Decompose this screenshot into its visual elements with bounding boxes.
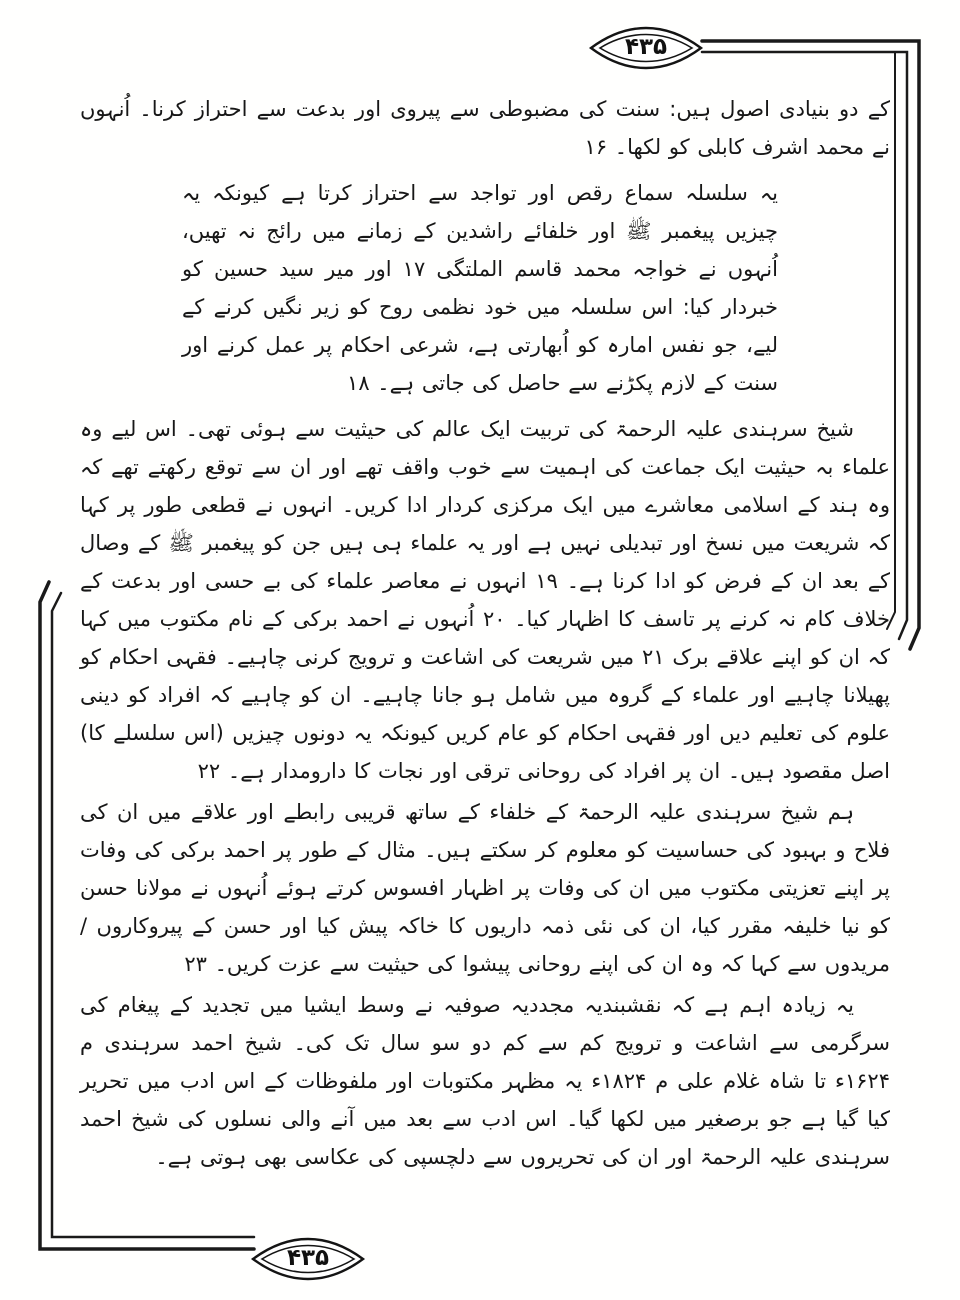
paragraph-intro: کے دو بنیادی اصول ہیں: سنت کی مضبوطی سے پیروی اور بدعت سے احتراز کرنا۔ اُنہوں نے محمد اشرف کابلی کو لکھا۔ ۱۶ [80, 97, 890, 159]
paragraph-naqshbandi-legacy: یہ زیادہ اہم ہے کہ نقشبندیہ مجددیہ صوفیہ نے وسط ایشیا میں تجدید کے پیغام کی سرگرمی سے اشاعت و ترویج کم سے کم دو سو سال تک کی۔ شیخ احمد سرہندی م ۱۶۲۴ء تا شاہ غلام علی م ۱۸۲۴ء یہ مظہر مکتوبات اور ملفوظات کے اس ادب میں تحریر کیا گیا ہے جو برصغیر میں لکھا گیا۔ اس ادب سے بعد میں آنے والی نسلوں کی شیخ احمد سرہندی علیہ الرحمۃ اور ان کی تحریروں سے دلچسپی کی عکاسی بھی ہوتی ہے۔ [80, 993, 890, 1169]
block-quotation: یہ سلسلہ سماع رقص اور تواجد سے احتراز کرتا ہے کیونکہ یہ چیزیں پیغمبر ﷺ اور خلفائے راشدین کے زمانے میں رائج نہ تھیں، اُنہوں نے خواجہ محمد قاسم الملتگی ۱۷ اور میر سید حسین کو خبردار کیا: اس سلسلہ میں خود نظمی روح کو زیر نگیں کرنے کے لیے، جو نفس امارہ کو اُبھارتی ہے، شرعی احکام پر عمل کرنے اور سنت کے لازم پکڑنے سے حاصل کی جاتی ہے۔ ۱۸ [182, 181, 778, 395]
page-number-top: ۴۳۵ [624, 34, 668, 60]
paragraph-sheikh-training: شیخ سرہندی علیہ الرحمۃ کی تربیت ایک عالم کی حیثیت سے ہوئی تھی۔ اس لیے وہ علماء بہ حیثیت ایک جماعت کی اہمیت سے خوب واقف تھے اور ان سے توقع رکھتے تھے کہ وہ ہند کے اسلامی معاشرے میں ایک مرکزی کردار ادا کریں۔ انہوں نے قطعی طور پر کہا کہ شریعت میں نسخ اور تبدیلی نہیں ہے اور یہ علماء ہی ہیں جن کو پیغمبر ﷺ کے وصال کے بعد ان کے فرض کو ادا کرنا ہے۔ ۱۹ انہوں نے معاصر علماء کی بے حسی اور بدعت کے خلاف کام نہ کرنے پر تاسف کا اظہار کیا۔ ۲۰ اُنہوں نے احمد برکی کے نام مکتوب میں کہا کہ ان کو اپنے علاقے برک ۲۱ میں شریعت کی اشاعت و ترویج کرنی چاہیے۔ فقہی احکام کو پھیلانا چاہیے اور علماء کے گروہ میں شامل ہو جانا چاہیے۔ ان کو چاہیے کہ افراد کو دینی علوم کی تعلیم دیں اور فقہی احکام کو عام کریں کیونکہ یہ دونوں چیزیں (اس سلسلے کا) اصل مقصود ہیں۔ ان پر افراد کی روحانی ترقی اور نجات کا دارومدار ہے۔ ۲۲ [80, 417, 891, 783]
page-number-cartouche-top [588, 25, 704, 71]
page-number-bottom: ۴۳۵ [286, 1245, 330, 1271]
page-number-cartouche-bottom [250, 1236, 366, 1282]
page-content [80, 90, 890, 1179]
paragraph-khulafa-relations: ہم شیخ سرہندی علیہ الرحمۃ کے خلفاء کے ساتھ قریبی رابطے اور علاقے میں ان کی فلاح و بہبود کی حساسیت کو معلوم کر سکتے ہیں۔ مثال کے طور پر احمد برکی کی وفات پر اپنے تعزیتی مکتوب میں ان کی وفات پر اظہار افسوس کرتے ہوئے اُنہوں نے مولانا حسن کو نیا خلیفہ مقرر کیا، ان کی نئی ذمہ داریوں کا خاکہ پیش کیا اور حسن کے پیروکاروں / مریدوں سے کہا کہ وہ ان کی اپنے روحانی پیشوا کی حیثیت سے عزت کریں۔ ۲۳ [80, 800, 890, 976]
